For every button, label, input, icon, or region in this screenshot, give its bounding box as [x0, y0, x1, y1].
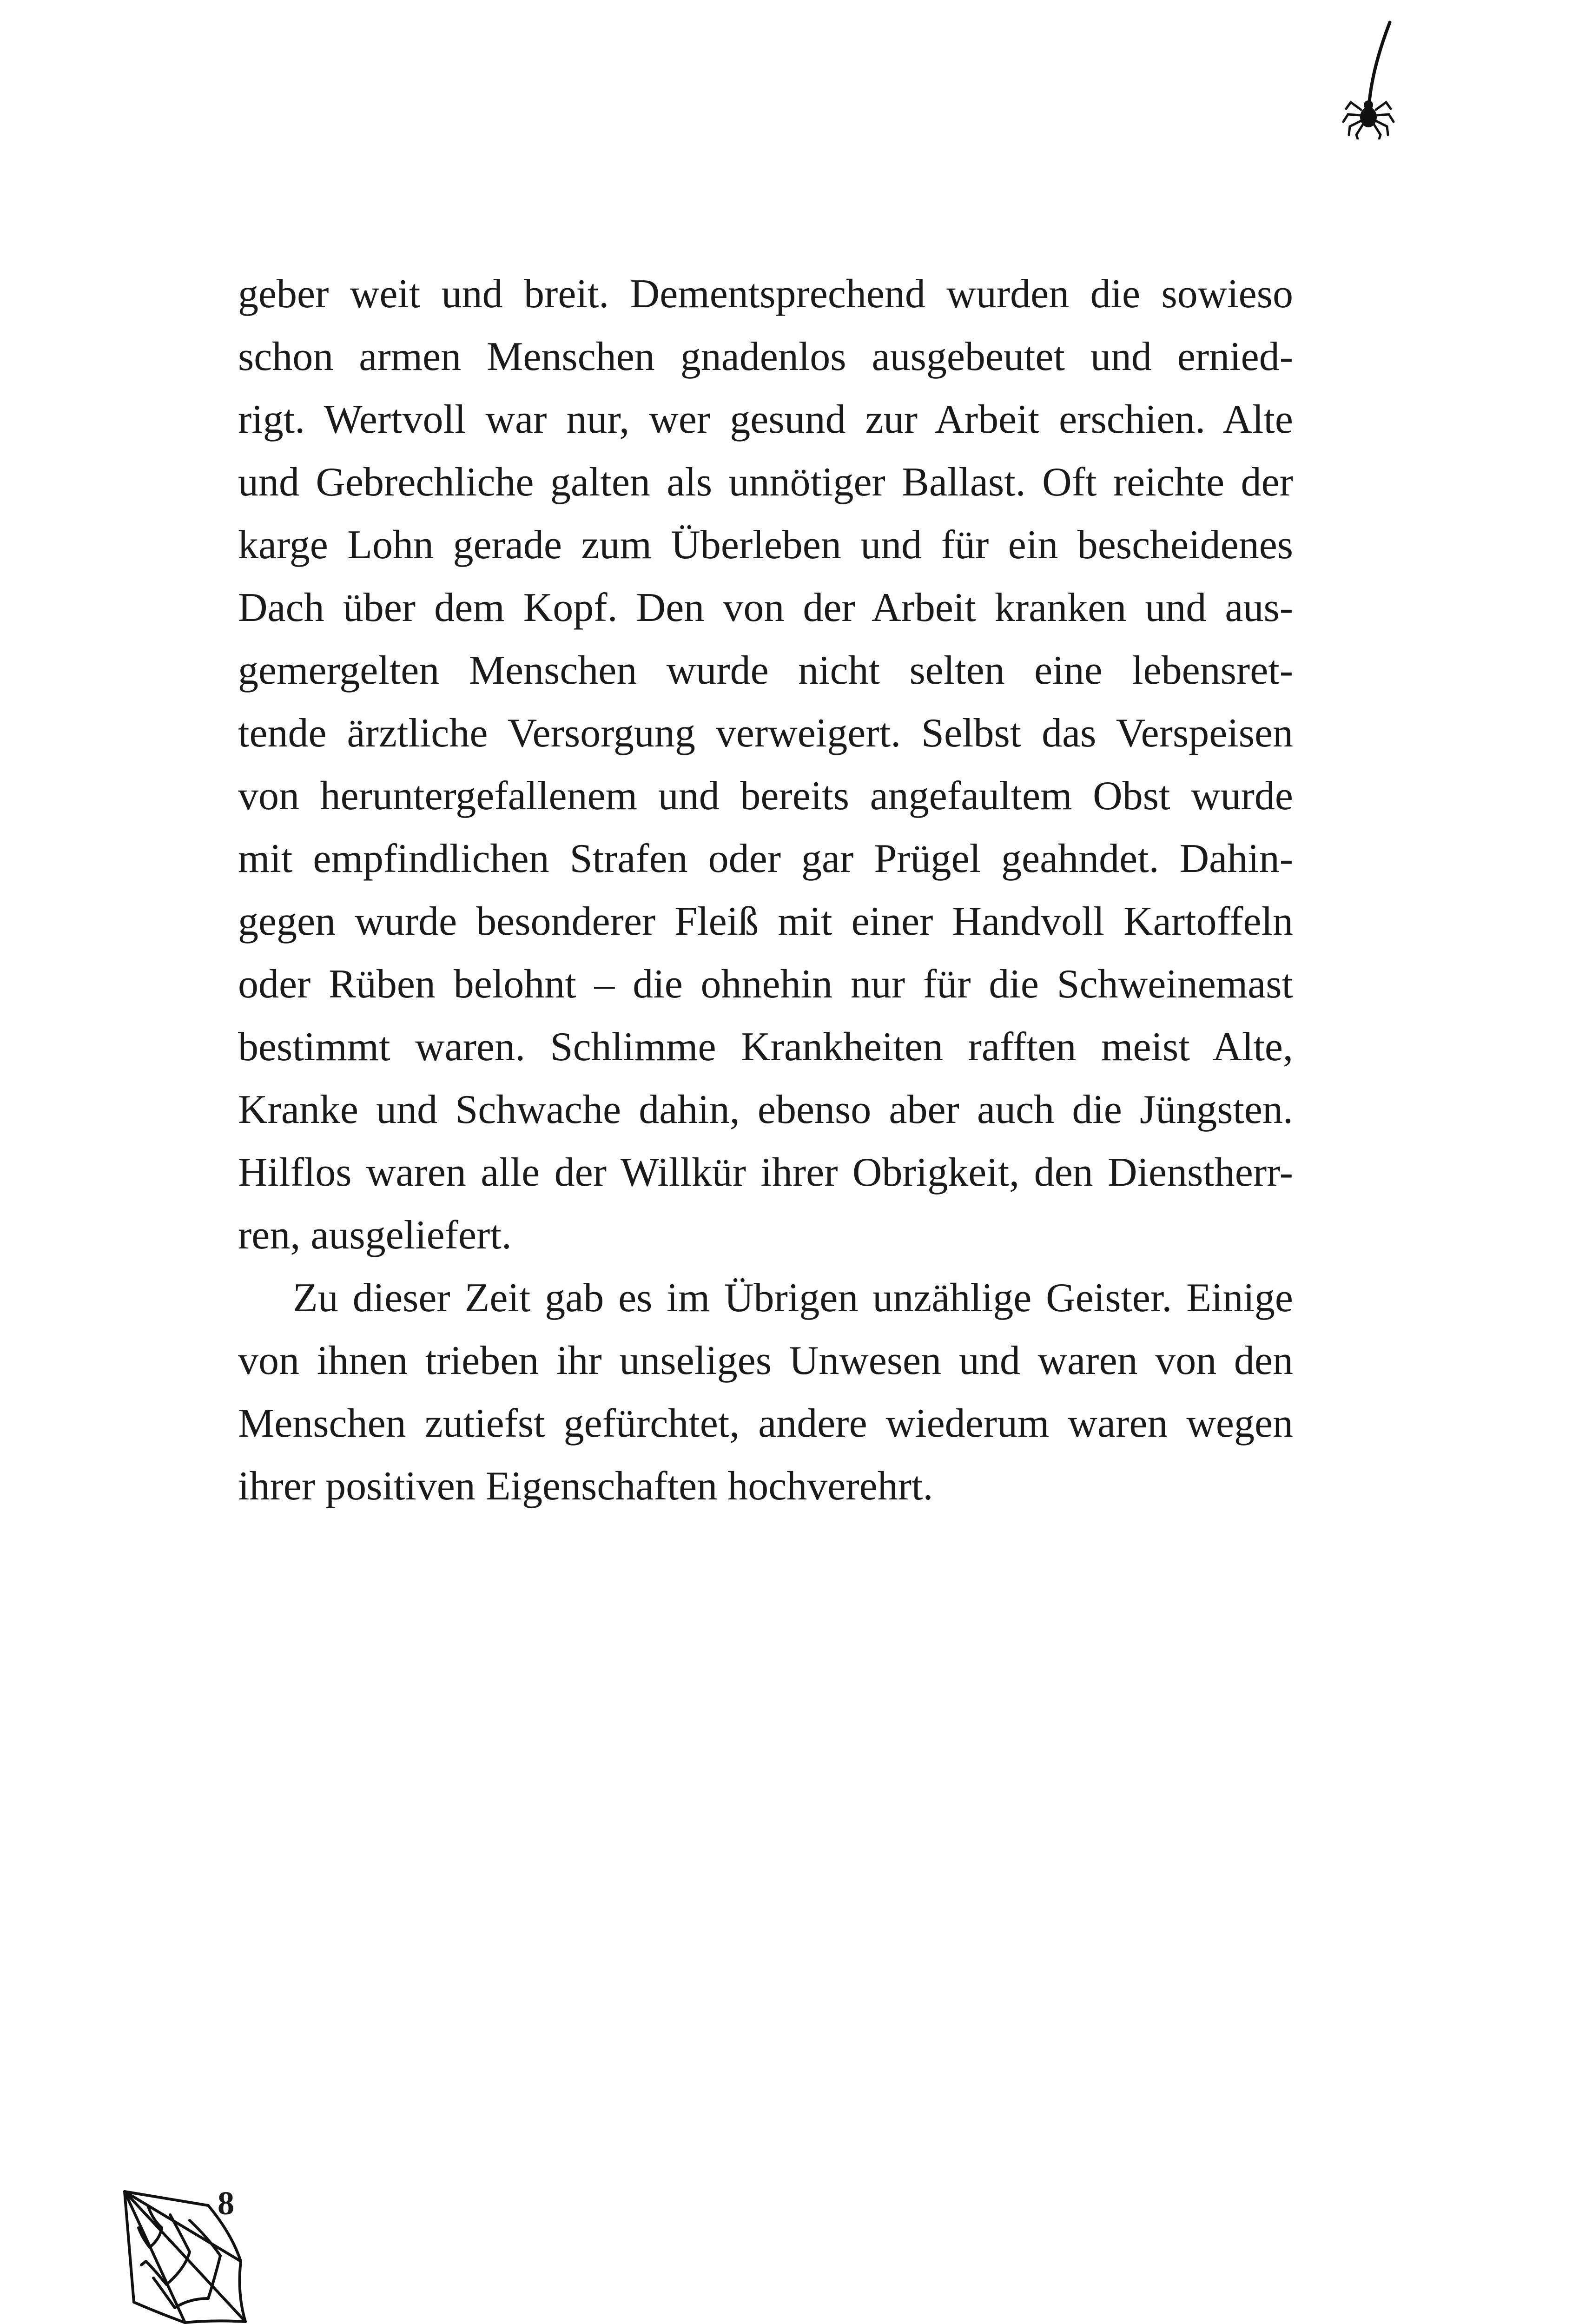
- text-line: Menschen zutiefst gefürchtet, andere wiederum waren wegen: [238, 1401, 1293, 1446]
- text-line: von heruntergefallenem und bereits angefaultem Obst wurde: [238, 773, 1293, 819]
- paragraph: [238, 263, 1293, 1267]
- page-number: 8: [218, 2185, 234, 2222]
- text-line: Hilflos waren alle der Willkür ihrer Obrigkeit, den Dienstherr-: [238, 1150, 1293, 1195]
- text-line: oder Rüben belohnt – die ohnehin nur für die Schweinemast: [238, 962, 1293, 1007]
- text-line: bestimmt waren. Schlimme Krankheiten rafften meist Alte,: [238, 1024, 1293, 1070]
- text-line: ihrer positiven Eigenschaften hochverehrt.: [238, 1464, 933, 1509]
- paragraph: [238, 1267, 1293, 1518]
- text-line: und Gebrechliche galten als unnötiger Ballast. Oft reichte der: [238, 460, 1293, 505]
- text-line: gemergelten Menschen wurde nicht selten eine lebensret-: [238, 648, 1293, 693]
- body-text: [238, 263, 1293, 1518]
- text-line: Zu dieser Zeit gab es im Übrigen unzählige Geister. Einige: [293, 1275, 1293, 1320]
- text-line: geber weit und breit. Dementsprechend wurden die sowieso: [238, 271, 1293, 317]
- text-line: ren, ausgeliefert.: [238, 1213, 512, 1258]
- text-line: rigt. Wertvoll war nur, wer gesund zur Arbeit erschien. Alte: [238, 397, 1293, 442]
- text-line: gegen wurde besonderer Fleiß mit einer Handvoll Kartoffeln: [238, 899, 1293, 944]
- text-line: mit empfindlichen Strafen oder gar Prügel geahndet. Dahin-: [238, 836, 1293, 881]
- text-line: Kranke und Schwache dahin, ebenso aber auch die Jüngsten.: [238, 1087, 1293, 1132]
- text-line: Dach über dem Kopf. Den von der Arbeit kranken und aus-: [238, 585, 1293, 630]
- text-line: tende ärztliche Versorgung verweigert. Selbst das Verspeisen: [238, 711, 1293, 756]
- text-line: karge Lohn gerade zum Überleben und für ein bescheidenes: [238, 522, 1293, 568]
- text-line: von ihnen trieben ihr unseliges Unwesen und waren von den: [238, 1338, 1293, 1383]
- spider-icon: [1329, 19, 1404, 139]
- text-line: schon armen Menschen gnadenlos ausgebeutet und ernied-: [238, 334, 1293, 379]
